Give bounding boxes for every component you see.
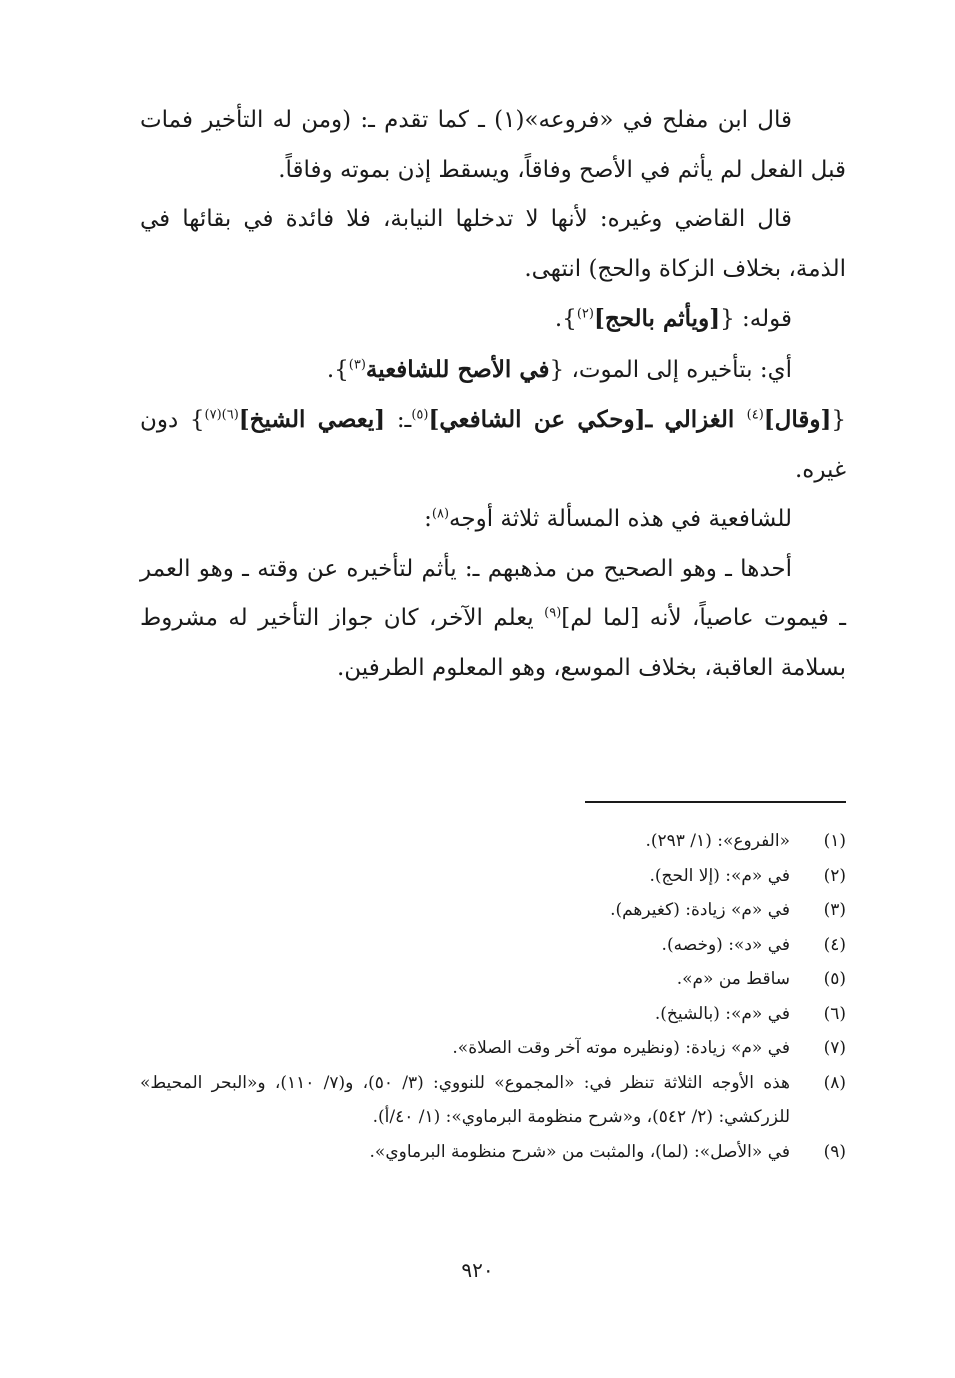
p5-bold-3: [يعصي الشيخ]: [238, 406, 386, 433]
main-text: [140, 96, 846, 693]
footnote-number: (٥): [823, 969, 846, 989]
p7-post: يعلم الآخر، كان جواز التأخير له مشروط بسلامة العاقبة، بخلاف الموسع، وهو المعلوم الطرفين.: [140, 605, 846, 681]
footnote-number: (٨): [823, 1072, 846, 1093]
p5-bold-2: الغزالي ـ[وحكي عن الشافعي]: [428, 406, 747, 433]
footnote-text: «الفروع»: (١/ ٢٩٣).: [645, 831, 790, 851]
footnote-text: في «د»: (وخصه).: [661, 934, 790, 955]
footnote-number: (٣): [823, 900, 846, 920]
footnote: [140, 997, 846, 1032]
footnote-text: في «م» زيادة: (ونظيره موته آخر وقت الصلاة».: [452, 1038, 790, 1058]
p6-text: للشافعية في هذه المسألة ثلاثة أوجه: [449, 506, 792, 532]
footnote-text: في «م»: (إلا الحج).: [649, 865, 790, 886]
p4-pre: أي: بتأخيره إلى الموت، {: [549, 356, 792, 383]
p5-footnote-ref-1: (٤): [746, 407, 764, 423]
footnote-number: (١): [823, 831, 846, 851]
p5-footnote-ref-2: (٥): [411, 407, 429, 423]
footnote: [140, 928, 846, 963]
p4-bold: في الأصح للشافعية: [365, 355, 550, 383]
p6-post: :: [424, 506, 432, 532]
p3-post: }.: [554, 306, 577, 332]
footnote-text: ساقط من «م».: [676, 969, 790, 989]
footnote-number: (٤): [823, 934, 846, 955]
footnote: [140, 1066, 846, 1135]
paragraph-7: [140, 545, 846, 694]
p5-footnote-ref-3: (٦)(٧): [204, 407, 239, 423]
p3-pre: قوله: {: [720, 306, 792, 332]
footnote: [140, 962, 846, 997]
page-number: ٩٢٠: [461, 1258, 494, 1282]
footnote: [140, 859, 846, 894]
footnote-text: في «م» زيادة: (كغيرهم).: [610, 900, 790, 920]
footnote-number: (٩): [823, 1141, 846, 1162]
p5-mid: ـ:: [385, 407, 412, 433]
p7-footnote-ref: (٩): [544, 605, 562, 621]
footnote: [140, 1031, 846, 1066]
p7-pre: أحدها ـ وهو الصحيح من مذهبهم ـ: يأثم لتأخيره عن وقته ـ وهو العمر ـ فيموت عاصياً، لأنه [لما لم]: [140, 555, 846, 631]
footnote-text: في «الأصل»: (لما)، والمثبت من «شرح منظومة البرماوي».: [369, 1141, 790, 1162]
footnote-number: (٧): [823, 1038, 846, 1058]
p5-open: {: [831, 407, 846, 433]
p4-footnote-ref: (٣): [348, 356, 366, 372]
p5-bold-1: [وقال]: [763, 406, 832, 433]
footnote-text: في «م»: (بالشيخ).: [654, 1003, 790, 1024]
p4-post: }.: [326, 356, 349, 383]
footnote: [140, 1135, 846, 1170]
p3-footnote-ref: (٢): [576, 306, 594, 322]
paragraph-6: [140, 495, 846, 545]
paragraph-3: [140, 294, 846, 345]
footnote-number: (٢): [823, 865, 846, 886]
paragraph-1: قال ابن مفلح في «فروعه»(١) ـ كما تقدم ـ: (ومن له التأخير فمات قبل الفعل لم يأثم في الأصح وفاقاً، ويسقط إذن بموته وفاقاً.: [140, 107, 846, 183]
p3-bold: [ويأثم بالحج]: [593, 305, 721, 332]
paragraph-2: قال القاضي وغيره: لأنها لا تدخلها النيابة، فلا فائدة في بقائها في الذمة، بخلاف الزكاة والحج) انتهى.: [140, 206, 846, 282]
footnotes: [140, 824, 846, 1169]
footnote-number: (٦): [823, 1003, 846, 1024]
footnote: [140, 824, 846, 859]
footnote-text: هذه الأوجه الثلاثة تنظر في: «المجموع» للنووي: (٣/ ٥٠)، و(٧/ ١١٠)، و«البحر المحيط» للزركشي: (٢/ ٥٤٢)، و«شرح منظومة البرماوي»: (١/ ٤٠/أ).: [140, 1072, 790, 1127]
p5-post: } دون غيره.: [140, 407, 846, 483]
paragraph-4: [140, 345, 846, 396]
footnote: [140, 893, 846, 928]
p6-footnote-ref: (٨): [431, 506, 450, 522]
footnote-divider: [585, 801, 846, 803]
paragraph-5: [140, 395, 846, 495]
